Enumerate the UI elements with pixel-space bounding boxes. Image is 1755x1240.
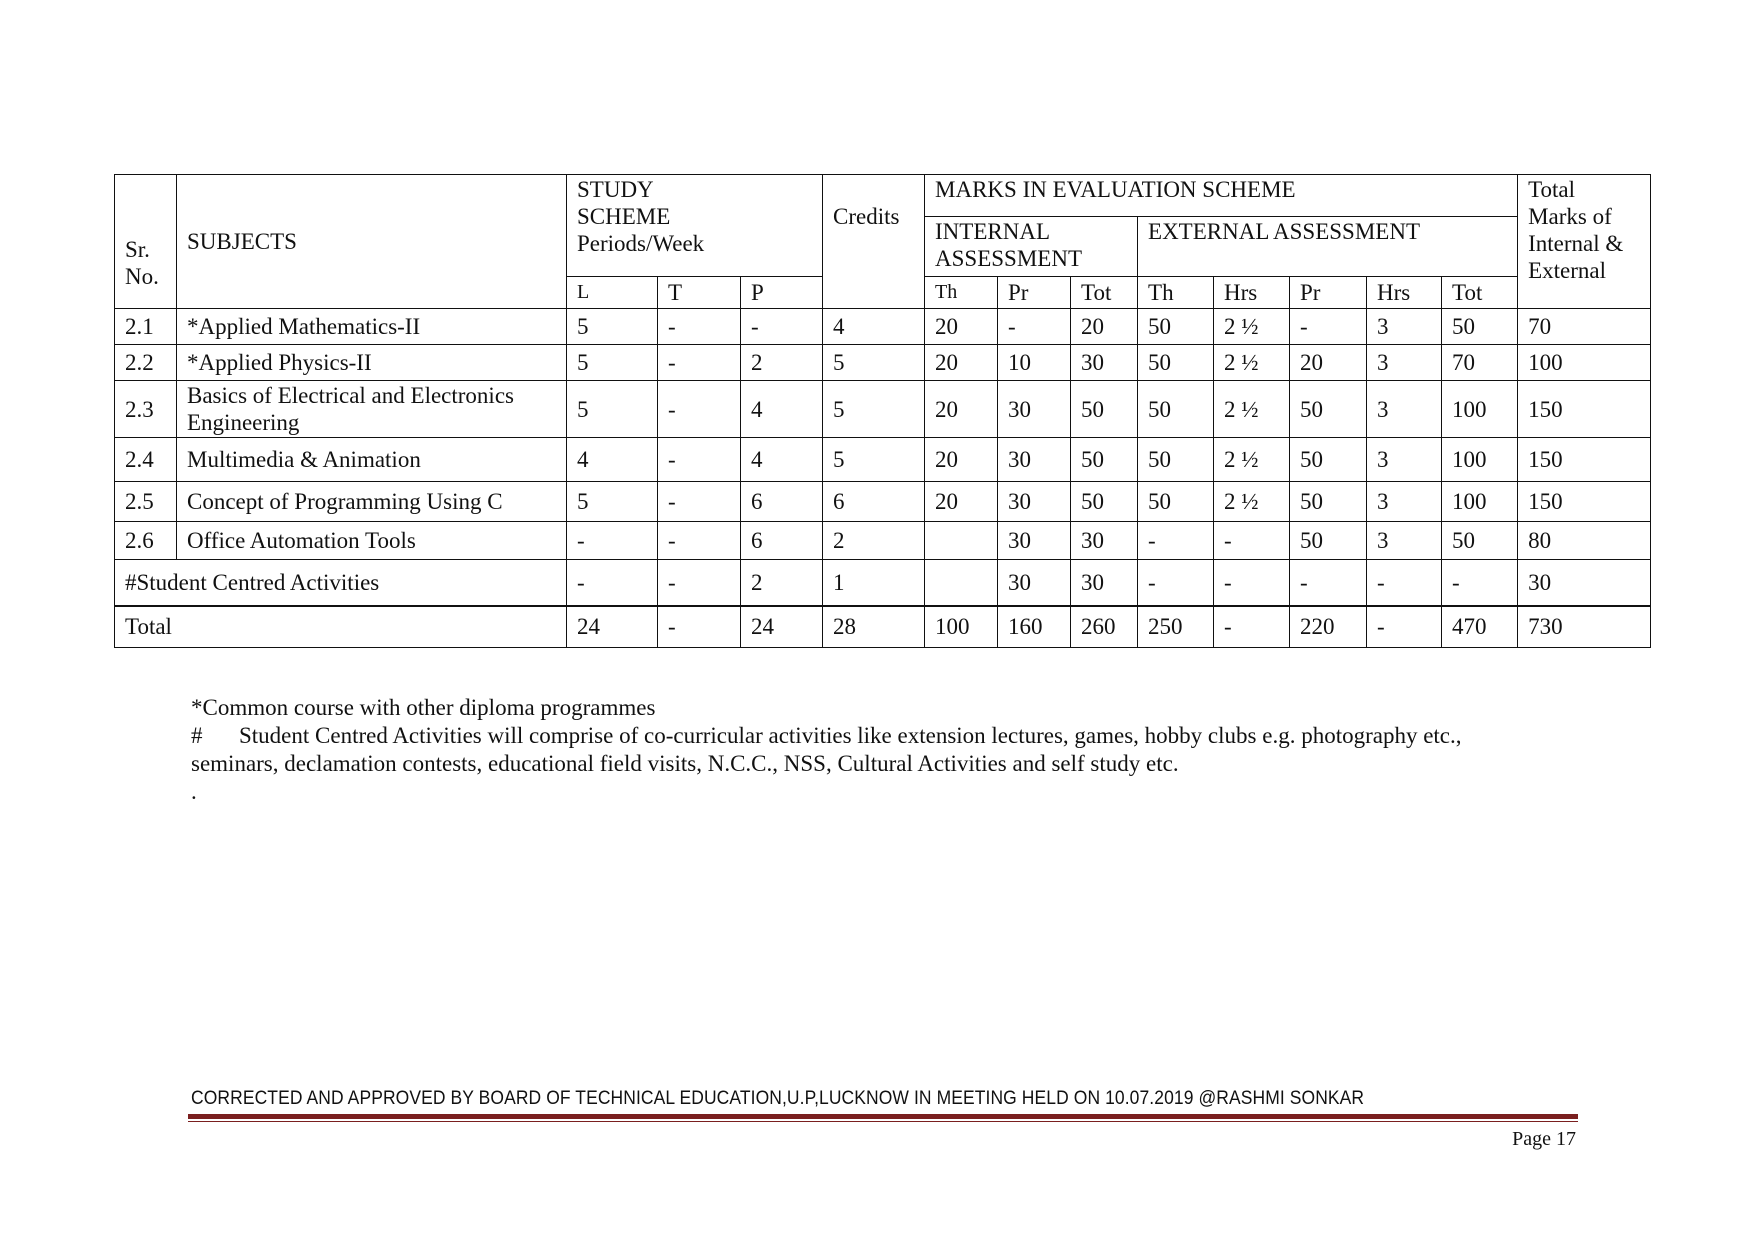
value-cell: 5 (567, 482, 658, 522)
subject-cell: Multimedia & Animation (177, 438, 567, 482)
activities-row (115, 560, 1651, 606)
value-cell: 2 ½ (1214, 345, 1290, 381)
sr-no-cell: 2.4 (115, 438, 177, 482)
value-cell: 50 (1138, 309, 1214, 345)
value-cell: 3 (1367, 309, 1442, 345)
subjects-header: SUBJECTS (177, 175, 567, 309)
value-cell: - (1442, 560, 1518, 606)
sub-header-cell: Hrs (1367, 277, 1442, 309)
value-cell: - (998, 309, 1071, 345)
value-cell: 4 (741, 381, 823, 438)
common-course-note: *Common course with other diploma programmes (191, 695, 656, 720)
marks-scheme-header: MARKS IN EVALUATION SCHEME (925, 175, 1518, 217)
credits-header: Credits (823, 175, 925, 309)
value-cell: 20 (1290, 345, 1367, 381)
total-marks-line1: Total (1528, 177, 1576, 202)
value-cell: - (1367, 606, 1442, 648)
value-cell (925, 522, 998, 560)
value-cell: - (1138, 560, 1214, 606)
value-cell: 30 (998, 438, 1071, 482)
page-number: Page 17 (1512, 1128, 1576, 1150)
subject-cell: Office Automation Tools (177, 522, 567, 560)
value-cell: 50 (1071, 381, 1138, 438)
internal-assessment-header: INTERNAL ASSESSMENT (925, 217, 1138, 277)
table-row (115, 482, 1651, 522)
value-cell: 4 (823, 309, 925, 345)
value-cell: 50 (1138, 482, 1214, 522)
total-row (115, 606, 1651, 648)
value-cell: - (658, 345, 741, 381)
value-cell: 30 (998, 522, 1071, 560)
value-cell: - (567, 522, 658, 560)
value-cell: 50 (1071, 438, 1138, 482)
value-cell: 3 (1367, 522, 1442, 560)
value-cell: 5 (823, 381, 925, 438)
subject-cell: *Applied Physics-II (177, 345, 567, 381)
value-cell: 30 (998, 381, 1071, 438)
value-cell: 470 (1442, 606, 1518, 648)
value-cell: 30 (1071, 345, 1138, 381)
evaluation-scheme-table (114, 174, 1651, 648)
value-cell: - (1290, 560, 1367, 606)
value-cell: 150 (1518, 381, 1651, 438)
sr-no-cell: 2.1 (115, 309, 177, 345)
value-cell: 3 (1367, 438, 1442, 482)
value-cell: 3 (1367, 345, 1442, 381)
value-cell: - (658, 482, 741, 522)
value-cell: 150 (1518, 438, 1651, 482)
table-row (115, 345, 1651, 381)
value-cell: 80 (1518, 522, 1651, 560)
value-cell: 3 (1367, 381, 1442, 438)
value-cell: 50 (1071, 482, 1138, 522)
value-cell: 220 (1290, 606, 1367, 648)
value-cell: - (1214, 606, 1290, 648)
value-cell: 100 (1442, 381, 1518, 438)
value-cell: - (1138, 522, 1214, 560)
sub-header-cell: P (741, 277, 823, 309)
value-cell: 24 (567, 606, 658, 648)
value-cell: 24 (741, 606, 823, 648)
value-cell: 2 (823, 522, 925, 560)
value-cell: 20 (925, 345, 998, 381)
value-cell: - (741, 309, 823, 345)
value-cell: 30 (998, 482, 1071, 522)
activities-note-line1: Student Centred Activities will comprise of co-curricular activities like extension lectures, games, hobby clubs e.g. photography etc., (239, 723, 1462, 748)
sub-header-cell: Pr (1290, 277, 1367, 309)
value-cell: - (1214, 522, 1290, 560)
value-cell: 50 (1290, 381, 1367, 438)
value-cell: 2 ½ (1214, 381, 1290, 438)
value-cell: 28 (823, 606, 925, 648)
value-cell: 100 (925, 606, 998, 648)
value-cell: 100 (1442, 438, 1518, 482)
value-cell: 730 (1518, 606, 1651, 648)
value-cell: 50 (1290, 522, 1367, 560)
value-cell: 50 (1442, 522, 1518, 560)
value-cell: 20 (925, 309, 998, 345)
value-cell: 5 (567, 381, 658, 438)
value-cell: 2 ½ (1214, 309, 1290, 345)
hash-symbol: # (191, 723, 203, 748)
value-cell: 30 (1071, 522, 1138, 560)
sr-no-header: Sr. No. (115, 175, 177, 309)
value-cell: 6 (741, 522, 823, 560)
study-scheme-line3: Periods/Week (577, 231, 705, 256)
sub-header-cell: L (567, 277, 658, 309)
value-cell: - (658, 522, 741, 560)
subject-cell: Basics of Electrical and Electronics Engineering (177, 381, 567, 438)
value-cell: - (1214, 560, 1290, 606)
sub-header-cell: Pr (998, 277, 1071, 309)
value-cell: 50 (1138, 345, 1214, 381)
value-cell: 20 (925, 438, 998, 482)
value-cell: 50 (1138, 381, 1214, 438)
value-cell: 5 (567, 309, 658, 345)
value-cell: 2 (741, 560, 823, 606)
value-cell: - (658, 560, 741, 606)
value-cell (925, 560, 998, 606)
sr-no-cell: 2.3 (115, 381, 177, 438)
sr-no-cell: 2.2 (115, 345, 177, 381)
table-row (115, 438, 1651, 482)
total-marks-line4: External (1528, 258, 1606, 283)
value-cell: 70 (1518, 309, 1651, 345)
value-cell: 2 (741, 345, 823, 381)
sub-header-cell: Th (1138, 277, 1214, 309)
external-assessment-header: EXTERNAL ASSESSMENT (1138, 217, 1518, 277)
value-cell: 100 (1518, 345, 1651, 381)
sub-header-cell: Th (925, 277, 998, 309)
value-cell: - (658, 381, 741, 438)
footer-rule (188, 1114, 1578, 1122)
sr-no-cell: 2.5 (115, 482, 177, 522)
value-cell: 70 (1442, 345, 1518, 381)
total-marks-line3: Internal & (1528, 231, 1624, 256)
value-cell: 3 (1367, 482, 1442, 522)
value-cell: 5 (567, 345, 658, 381)
study-scheme-header (567, 175, 823, 277)
value-cell: 6 (741, 482, 823, 522)
value-cell: 260 (1071, 606, 1138, 648)
table-row (115, 381, 1651, 438)
value-cell: - (1367, 560, 1442, 606)
value-cell: 2 ½ (1214, 482, 1290, 522)
total-marks-line2: Marks of (1528, 204, 1612, 229)
value-cell: - (658, 309, 741, 345)
value-cell: 4 (567, 438, 658, 482)
value-cell: 20 (925, 381, 998, 438)
value-cell: - (658, 606, 741, 648)
value-cell: 100 (1442, 482, 1518, 522)
sub-header-cell: Tot (1071, 277, 1138, 309)
activities-row-label: #Student Centred Activities (115, 560, 567, 606)
sub-header-cell: T (658, 277, 741, 309)
value-cell: 30 (1518, 560, 1651, 606)
value-cell: 50 (1290, 482, 1367, 522)
subject-cell: *Applied Mathematics-II (177, 309, 567, 345)
value-cell: 150 (1518, 482, 1651, 522)
trailing-dot: . (191, 779, 197, 804)
study-scheme-line2: SCHEME (577, 204, 671, 229)
value-cell: 4 (741, 438, 823, 482)
table-row (115, 309, 1651, 345)
value-cell: 5 (823, 345, 925, 381)
value-cell: - (1290, 309, 1367, 345)
total-marks-header (1518, 175, 1651, 309)
sub-header-cell: Tot (1442, 277, 1518, 309)
value-cell: - (567, 560, 658, 606)
value-cell: 6 (823, 482, 925, 522)
study-scheme-line1: STUDY (577, 177, 654, 202)
value-cell: 30 (998, 560, 1071, 606)
activities-note (191, 722, 1611, 750)
footnotes (191, 694, 1611, 806)
activities-note-line2: seminars, declamation contests, educational field visits, N.C.C., NSS, Cultural Activities and self study etc. (191, 751, 1179, 776)
value-cell: 50 (1290, 438, 1367, 482)
table-row (115, 522, 1651, 560)
value-cell: 5 (823, 438, 925, 482)
value-cell: 1 (823, 560, 925, 606)
value-cell: 160 (998, 606, 1071, 648)
value-cell: 30 (1071, 560, 1138, 606)
value-cell: 50 (1138, 438, 1214, 482)
value-cell: 250 (1138, 606, 1214, 648)
value-cell: 10 (998, 345, 1071, 381)
value-cell: 20 (925, 482, 998, 522)
subject-cell: Concept of Programming Using C (177, 482, 567, 522)
approval-footer: CORRECTED AND APPROVED BY BOARD OF TECHNICAL EDUCATION,U.P,LUCKNOW IN MEETING HELD ON 10.07.2019 @RASHMI SONKAR (191, 1088, 1365, 1109)
value-cell: 20 (1071, 309, 1138, 345)
sub-header-cell: Hrs (1214, 277, 1290, 309)
value-cell: 50 (1442, 309, 1518, 345)
total-row-label: Total (115, 606, 567, 648)
value-cell: 2 ½ (1214, 438, 1290, 482)
value-cell: - (658, 438, 741, 482)
sr-no-cell: 2.6 (115, 522, 177, 560)
